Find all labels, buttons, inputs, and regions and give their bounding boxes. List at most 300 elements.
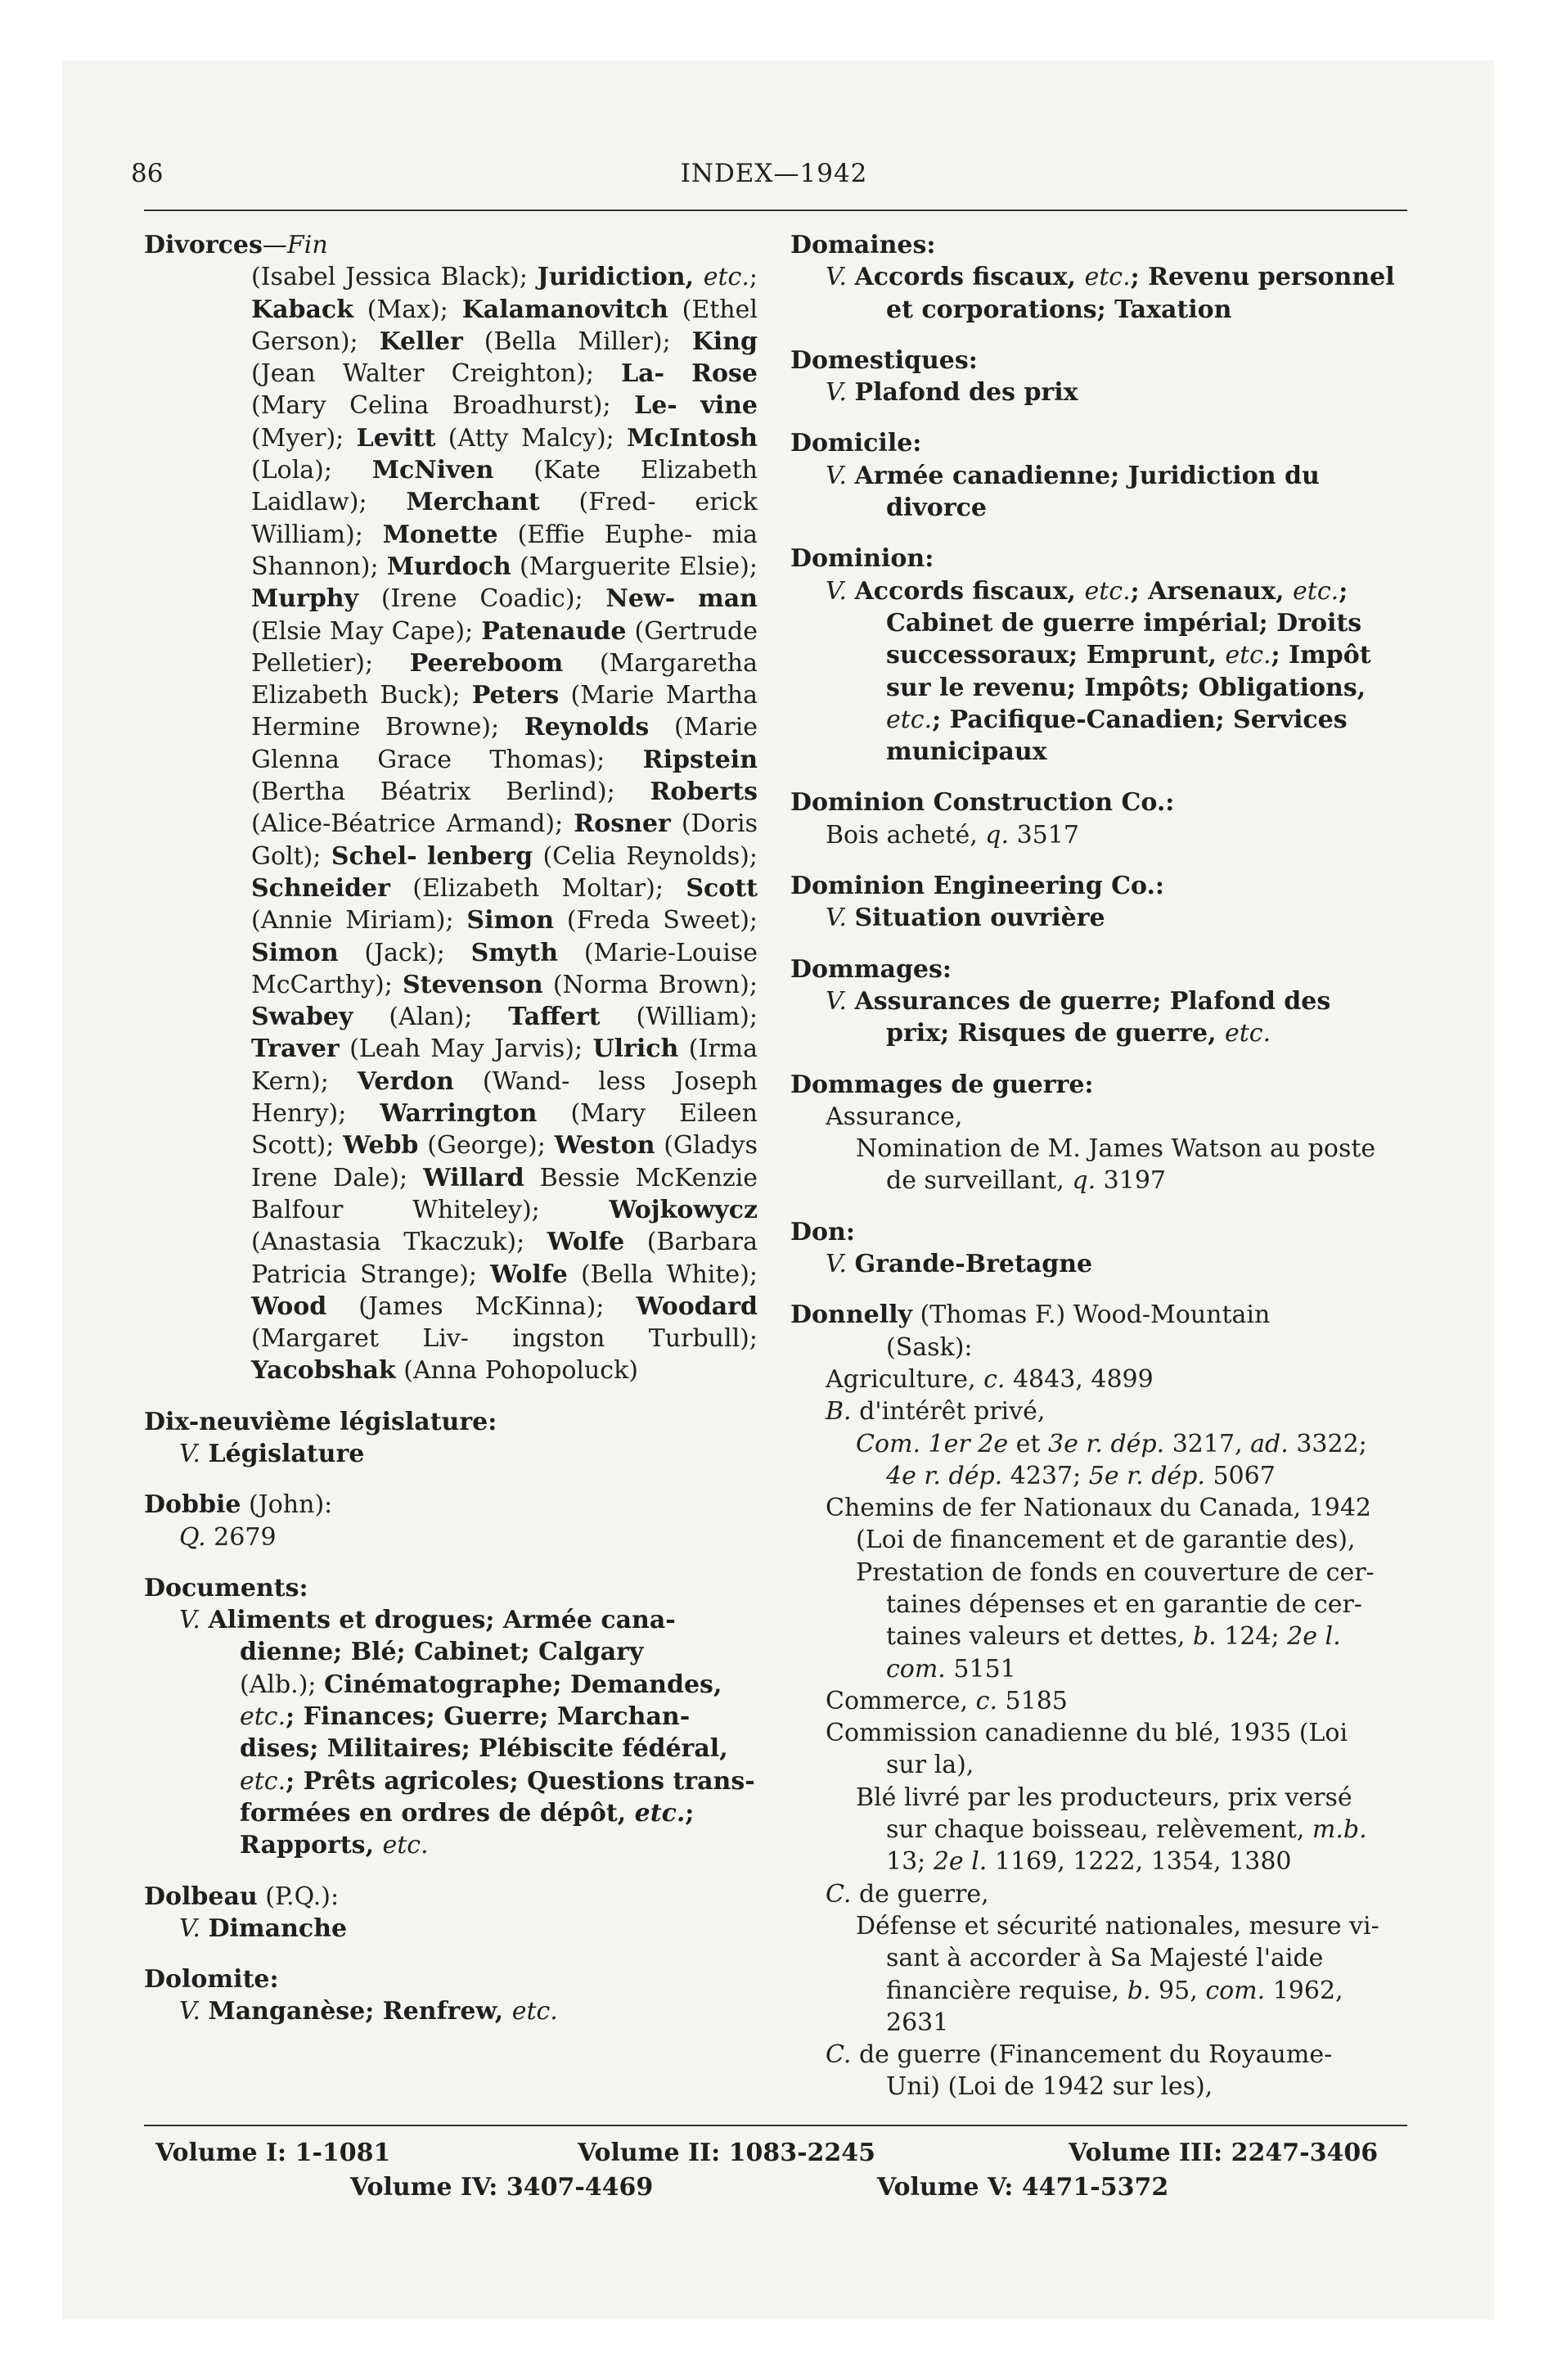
text-run: C.	[826, 2040, 852, 2070]
text-run: McCarthy);	[251, 970, 403, 999]
entry-line	[144, 1438, 758, 1470]
text-run: 1169, 1222, 1354, 1380	[987, 1847, 1292, 1877]
text-run	[847, 904, 855, 932]
text-run	[200, 1606, 209, 1634]
text-run: mia Shannon);	[251, 520, 758, 581]
text-run: etc.	[382, 1831, 429, 1860]
entry-heading: Dix-neuvième législature:	[144, 1407, 497, 1436]
text-run: (Alan);	[353, 1003, 509, 1032]
text-run: Grande-Bretagne	[854, 1250, 1093, 1279]
text-run: (Annie	[251, 906, 333, 935]
text-run: Accords fiscaux,	[854, 263, 1085, 292]
text-run: Simon	[466, 906, 555, 935]
text-run: Wolfe	[490, 1260, 568, 1289]
entry-line	[790, 985, 1415, 1017]
text-run: (Jean Walter Creighton);	[251, 359, 622, 389]
text-run: de guerre,	[851, 1879, 989, 1909]
running-title: INDEX—1942	[680, 159, 868, 188]
entry-heading: Dommages:	[790, 954, 952, 984]
text-run: (Freda Sweet);	[554, 906, 758, 935]
text-run: (Lola);	[251, 456, 372, 485]
text-run: erick William);	[251, 488, 758, 549]
text-run: 3e r. dép.	[1047, 1429, 1165, 1458]
entry-heading: Documents:	[144, 1573, 308, 1602]
text-run: 13;	[886, 1847, 934, 1877]
text-run: (Jack);	[338, 938, 471, 967]
text-run: Murdoch	[386, 552, 511, 581]
text-run: New-	[605, 584, 676, 614]
text-run: Agriculture,	[826, 1364, 984, 1394]
text-run: 2631	[886, 2008, 949, 2037]
text-run: (Alice-Béatrice	[251, 809, 436, 839]
entry-heading: Domaines:	[790, 231, 936, 259]
text-run: ;	[1339, 576, 1348, 606]
text-run: taines valeurs et dettes,	[886, 1622, 1193, 1652]
text-run: com.	[1205, 1976, 1266, 2005]
index-entry	[790, 1069, 1415, 1197]
text-run: m.b.	[1312, 1815, 1367, 1845]
text-run: (William);	[636, 1003, 758, 1032]
volume-1-range: Volume I: 1-1081	[155, 2139, 391, 2167]
text-run: q.	[1072, 1166, 1096, 1196]
entry-heading: Domestiques:	[790, 345, 978, 375]
text-run: (Marie Glenna Grace	[251, 713, 758, 774]
text-run: (Anastasia Tkaczuk);	[251, 1228, 525, 1257]
text-run: Assurance,	[826, 1102, 963, 1131]
text-run: (Irene Coadic);	[358, 584, 606, 614]
text-run: (Gladys Irene Dale);	[251, 1131, 758, 1192]
text-run: V.	[826, 378, 847, 408]
entry-line	[790, 1814, 1415, 1846]
text-run: Wood	[251, 1291, 327, 1321]
text-run: B.	[826, 1397, 852, 1427]
text-run: Rapports,	[240, 1831, 383, 1860]
text-run: Kalamanovitch	[461, 295, 668, 324]
text-run	[847, 1250, 855, 1278]
entry-line	[790, 492, 1415, 524]
text-run: (Alb.);	[240, 1670, 325, 1699]
index-entry-divorces	[144, 229, 758, 1387]
volume-2-range: Volume II: 1083-2245	[578, 2139, 876, 2167]
text-run: Q.	[179, 1522, 206, 1552]
entry-line	[790, 2007, 1415, 2039]
text-run: Reynolds	[524, 713, 650, 742]
text-run: ; Finances; Guerre; Marchan-	[286, 1702, 691, 1732]
text-run: Manganèse; Renfrew,	[208, 1997, 512, 2026]
entry-line	[790, 704, 1415, 736]
entry-line	[790, 1717, 1415, 1749]
text-run: (Bella Miller);	[462, 327, 671, 356]
entry-line	[790, 1165, 1415, 1197]
text-run: prix; Risques de guerre,	[886, 1019, 1225, 1048]
text-run: (Marie-Louise	[558, 938, 758, 967]
text-run: ; Prêts agricoles; Questions trans-	[286, 1766, 755, 1796]
text-run: (Mary Celina Broadhurst);	[251, 391, 635, 421]
text-run: Aliments et drogues; Armée cana-	[208, 1606, 676, 1635]
index-entry	[790, 543, 1415, 768]
text-run: etc.	[511, 1997, 558, 2026]
text-run: etc.	[1225, 641, 1271, 670]
text-run: Armand);	[446, 809, 574, 839]
entry-line	[144, 1913, 758, 1945]
text-run	[847, 263, 855, 291]
text-run: (Norma	[542, 970, 649, 999]
text-run: taines dépenses et en garantie de cer-	[886, 1589, 1362, 1619]
text-run: Com. 1er 2e	[856, 1429, 1009, 1458]
text-run: (George);	[418, 1131, 546, 1161]
entry-line	[790, 1332, 1415, 1364]
text-run: etc.	[1084, 263, 1131, 292]
text-run: Accords fiscaux,	[854, 576, 1085, 606]
index-entry	[790, 1216, 1415, 1281]
entry-line	[790, 1749, 1415, 1781]
text-run: Armée canadienne; Juridiction du	[854, 461, 1320, 490]
text-run: King	[691, 327, 758, 356]
entry-heading: Domicile:	[790, 429, 922, 458]
entry-line	[790, 902, 1415, 934]
text-run: (Bella White);	[567, 1260, 758, 1289]
text-run: V.	[826, 904, 847, 933]
entry-line	[144, 1701, 758, 1733]
entry-line	[144, 1521, 758, 1553]
text-run: (Margaret Liv-	[251, 1324, 469, 1354]
text-run: V.	[179, 1997, 200, 2026]
text-run: (Loi de financement et de garantie des),	[856, 1526, 1356, 1555]
text-run: successoraux; Emprunt,	[886, 641, 1226, 670]
text-run: etc.	[240, 1766, 286, 1796]
text-run: Taffert	[508, 1003, 601, 1032]
text-run: etc.	[886, 705, 933, 734]
text-run: sant à accorder à Sa Majesté l'aide	[886, 1944, 1324, 1973]
text-run: Blé livré par les producteurs, prix versé	[856, 1783, 1352, 1812]
index-entry	[144, 1489, 758, 1553]
entry-line	[790, 575, 1415, 607]
entry-line	[790, 1782, 1415, 1814]
text-run: Wojkowycz	[609, 1195, 758, 1224]
entry-heading: Dolbeau (P.Q.):	[144, 1882, 340, 1911]
text-run: Juridiction,	[537, 263, 695, 292]
entry-heading: Dolomite:	[144, 1965, 279, 1995]
text-run: sur la),	[886, 1751, 974, 1780]
text-run: Merchant	[406, 488, 540, 517]
entry-line	[144, 1733, 758, 1765]
entry-heading: Divorces—Fin	[144, 231, 328, 259]
entry-line	[790, 1460, 1415, 1492]
text-run: 5185	[997, 1686, 1068, 1715]
text-run: (Isabel Jessica Black);	[251, 263, 538, 292]
text-run: vine	[700, 391, 758, 421]
text-run: q.	[985, 820, 1010, 850]
text-run: V.	[826, 576, 847, 606]
text-run: (Effie Euphe-	[497, 520, 693, 549]
text-run: et	[1008, 1429, 1048, 1458]
text-run: (Anna	[395, 1356, 478, 1386]
text-run: Bois acheté,	[826, 820, 986, 850]
entry-heading: Donnelly (Thomas F.) Wood-Mountain	[790, 1300, 1271, 1330]
text-run	[200, 1440, 209, 1468]
text-run: 3517	[1009, 820, 1079, 850]
text-run: Roberts	[650, 778, 758, 807]
text-run: (Marie Martha Hermine Browne);	[251, 681, 758, 742]
text-run: Stevenson	[403, 970, 543, 999]
entry-line	[790, 1395, 1415, 1427]
text-run: Bessie McKenzie Balfour Whiteley);	[251, 1163, 758, 1224]
text-run: 3197	[1096, 1166, 1167, 1196]
text-run: Cabinet de guerre impérial; Droits	[886, 608, 1362, 638]
text-run: c.	[975, 1686, 997, 1715]
index-entry	[790, 427, 1415, 524]
text-run: Dimanche	[208, 1913, 348, 1943]
entry-line	[790, 736, 1415, 768]
text-run: Nomination de M. James Watson au poste	[856, 1134, 1376, 1164]
entry-line	[790, 1846, 1415, 1877]
entry-line	[790, 1428, 1415, 1460]
text-run: Rosner	[574, 809, 671, 839]
index-entry	[790, 1299, 1415, 2103]
text-run: Situation ouvrière	[854, 904, 1105, 933]
entry-line	[790, 1975, 1415, 2007]
text-run: Warrington	[380, 1099, 538, 1129]
entry-line	[144, 1829, 758, 1861]
entry-heading: Dominion Engineering Co.:	[790, 872, 1164, 901]
text-run: Elsie);	[678, 552, 758, 581]
text-run: b.	[1127, 1976, 1151, 2005]
text-run: Miriam);	[345, 906, 467, 935]
text-run: municipaux	[886, 737, 1047, 767]
text-run: Brown);	[658, 970, 758, 999]
entry-line	[790, 1101, 1415, 1133]
text-run: (Doris Golt);	[251, 809, 758, 871]
entry-heading: Don:	[790, 1217, 855, 1246]
text-run: ad.	[1250, 1429, 1289, 1458]
text-run: (Ethel Gerson);	[251, 295, 758, 356]
text-run: de guerre (Financement du Royaume-	[851, 2040, 1333, 2070]
entry-line	[790, 1492, 1415, 1524]
entry-line	[790, 294, 1415, 326]
entry-heading: Dominion Construction Co.:	[790, 788, 1175, 818]
text-run: lenberg	[426, 841, 533, 871]
entry-line	[144, 1604, 758, 1636]
text-run: Patenaude	[481, 616, 627, 646]
text-run: V.	[826, 263, 847, 292]
text-run: 5067	[1204, 1461, 1276, 1490]
text-run: 5e r. dép.	[1088, 1461, 1205, 1490]
entry-heading: Dominion:	[790, 544, 934, 574]
text-run: etc.	[1224, 1019, 1271, 1048]
entry-heading: Dobbie (John):	[144, 1490, 333, 1520]
text-run: Woodard	[636, 1291, 758, 1321]
text-run: (Kate	[493, 456, 601, 485]
text-run: 4e r. dép.	[886, 1461, 1003, 1490]
text-run: ; Impôt	[1271, 641, 1371, 670]
text-run	[847, 577, 855, 606]
text-run: Législature	[208, 1439, 365, 1468]
entry-line	[790, 2039, 1415, 2071]
text-run: Rose	[691, 359, 758, 389]
text-run: Kaback	[251, 295, 353, 324]
text-run: Smyth	[470, 938, 559, 967]
entry-line	[790, 639, 1415, 671]
text-run: (Elizabeth Moltar);	[412, 873, 686, 903]
text-run: Schel-	[331, 841, 417, 871]
text-run	[200, 1914, 209, 1943]
entry-line	[144, 1797, 758, 1829]
text-run: (Wand-	[453, 1066, 570, 1096]
volume-4-range: Volume IV: 3407-4469	[350, 2173, 654, 2202]
text-run: Commerce,	[826, 1686, 976, 1715]
text-run: Chemins de fer Nationaux du Canada, 1942	[826, 1494, 1372, 1523]
text-run: less Joseph Henry);	[251, 1066, 758, 1129]
text-run: (Elsie May Cape);	[251, 616, 482, 646]
text-run: V.	[179, 1606, 200, 1635]
header-rule	[144, 210, 1407, 211]
footer-rule	[144, 2125, 1407, 2126]
text-run: Levitt	[356, 423, 436, 453]
text-run: (Marguerite	[511, 552, 671, 581]
text-run: com.	[886, 1654, 946, 1684]
text-run: sur le revenu; Impôts; Obligations,	[886, 673, 1366, 702]
entry-line	[790, 1653, 1415, 1685]
text-run: (Leah May Jarvis);	[339, 1034, 583, 1064]
text-run: ingston Turbull);	[512, 1324, 758, 1354]
text-run: 3217,	[1164, 1429, 1251, 1458]
text-run: V.	[826, 1250, 847, 1279]
text-run: ; Pacifique-Canadien; Services	[932, 705, 1348, 734]
text-run: Le-	[634, 391, 677, 421]
text-run: (Myer);	[251, 423, 357, 453]
divorce-names-paragraph	[144, 261, 758, 1386]
text-run: (Celia Reynolds);	[533, 841, 758, 871]
text-run: (Atty Malcy);	[435, 423, 614, 453]
text-run: (Fred-	[539, 488, 656, 517]
text-run: 95,	[1150, 1976, 1206, 2005]
text-run: 1962,	[1265, 1976, 1343, 2005]
entry-line	[790, 1878, 1415, 1910]
index-entry	[144, 1406, 758, 1471]
entry-line	[790, 376, 1415, 408]
index-entry	[144, 1963, 758, 2028]
text-run: McKinna);	[475, 1291, 637, 1321]
left-entries	[144, 1406, 758, 2028]
entry-line	[790, 607, 1415, 639]
text-run: (Bertha Béatrix	[251, 778, 471, 807]
text-run: Cinématographe; Demandes,	[324, 1670, 722, 1699]
entry-line	[790, 2071, 1415, 2103]
text-run: Scott	[686, 873, 758, 903]
text-run: (Margaretha Elizabeth Buck);	[251, 648, 758, 710]
text-run: dienne; Blé; Cabinet; Calgary	[240, 1638, 644, 1667]
entry-line	[790, 1589, 1415, 1620]
text-run: Assurances de guerre; Plafond des	[854, 986, 1331, 1016]
text-run: McNiven	[371, 456, 494, 485]
index-entry	[790, 345, 1415, 409]
text-run: ;	[749, 263, 758, 292]
text-run: Monette	[382, 520, 498, 549]
text-run: Schneider	[251, 873, 390, 903]
text-run: Weston	[554, 1131, 655, 1161]
text-run: Berlind);	[506, 778, 650, 807]
text-run: (Mary Eileen Scott);	[251, 1099, 758, 1161]
text-run: (James	[326, 1291, 443, 1321]
text-run: etc.	[1084, 576, 1131, 606]
text-run: Commission canadienne du blé, 1935 (Loi	[826, 1719, 1348, 1748]
text-run: etc.	[1293, 576, 1339, 606]
index-entry	[790, 953, 1415, 1050]
text-run: Uni) (Loi de 1942 sur les),	[886, 2072, 1213, 2102]
text-run: 2679	[205, 1522, 277, 1552]
entry-line	[790, 1942, 1415, 1974]
text-run: (Sask):	[886, 1332, 973, 1362]
text-run: de surveillant,	[886, 1166, 1073, 1196]
text-run: ;	[685, 1798, 695, 1828]
entry-line	[790, 1910, 1415, 1942]
text-run: V.	[179, 1439, 200, 1468]
text-run: 4843, 4899	[1005, 1364, 1154, 1394]
text-run: Pohopoluck)	[484, 1356, 638, 1386]
text-run: Keller	[379, 327, 463, 356]
text-run: (Max);	[353, 295, 462, 324]
entry-line	[790, 1364, 1415, 1395]
text-run: Prestation de fonds en couverture de cer-	[856, 1557, 1375, 1587]
text-run: Simon	[251, 938, 339, 967]
text-run: Webb	[343, 1131, 419, 1161]
text-run: La-	[621, 359, 665, 389]
index-entry	[790, 870, 1415, 935]
entry-line	[790, 1685, 1415, 1717]
text-run: 5151	[945, 1654, 1016, 1684]
volume-5-range: Volume V: 4471-5372	[877, 2173, 1169, 2202]
text-run: Peereboom	[409, 648, 564, 678]
text-run: Plafond des prix	[854, 378, 1078, 408]
text-run: Verdon	[357, 1066, 454, 1096]
entry-line	[790, 460, 1415, 492]
left-column	[144, 229, 758, 2047]
entry-line	[790, 261, 1415, 293]
text-run: Willard	[423, 1163, 524, 1192]
text-run: Murphy	[251, 584, 359, 614]
text-run: Défense et sécurité nationales, mesure vi-	[856, 1911, 1379, 1941]
text-run: 2e l.	[1287, 1622, 1341, 1652]
text-run: divorce	[886, 494, 987, 523]
text-run: C.	[826, 1879, 852, 1909]
text-run: V.	[826, 461, 847, 490]
volume-ranges-footer	[144, 2139, 1407, 2212]
text-run: man	[698, 584, 758, 614]
entry-line	[790, 1248, 1415, 1280]
text-run: 2e l.	[933, 1847, 988, 1877]
entry-line	[144, 1765, 758, 1797]
text-run: Peters	[471, 681, 560, 710]
text-run: etc.	[703, 263, 749, 292]
volume-3-range: Volume III: 2247-3406	[1069, 2139, 1379, 2167]
text-run: etc.	[240, 1702, 286, 1732]
text-run: Ulrich	[592, 1034, 679, 1064]
text-run: ; Revenu personnel	[1130, 263, 1395, 292]
text-run: et corporations; Taxation	[886, 295, 1232, 324]
index-entry	[790, 229, 1415, 326]
text-run: 3322;	[1288, 1429, 1367, 1458]
text-run	[847, 462, 855, 490]
text-run: (Irma Kern);	[251, 1034, 758, 1096]
text-run: Elizabeth Laidlaw);	[251, 456, 758, 517]
entry-line	[790, 819, 1415, 851]
entry-line	[790, 1017, 1415, 1049]
entry-heading: Dommages de guerre:	[790, 1070, 1094, 1099]
entry-line	[144, 1669, 758, 1701]
entry-line	[144, 1995, 758, 2027]
text-run: financière requise,	[886, 1976, 1127, 2005]
entry-line	[790, 1133, 1415, 1165]
